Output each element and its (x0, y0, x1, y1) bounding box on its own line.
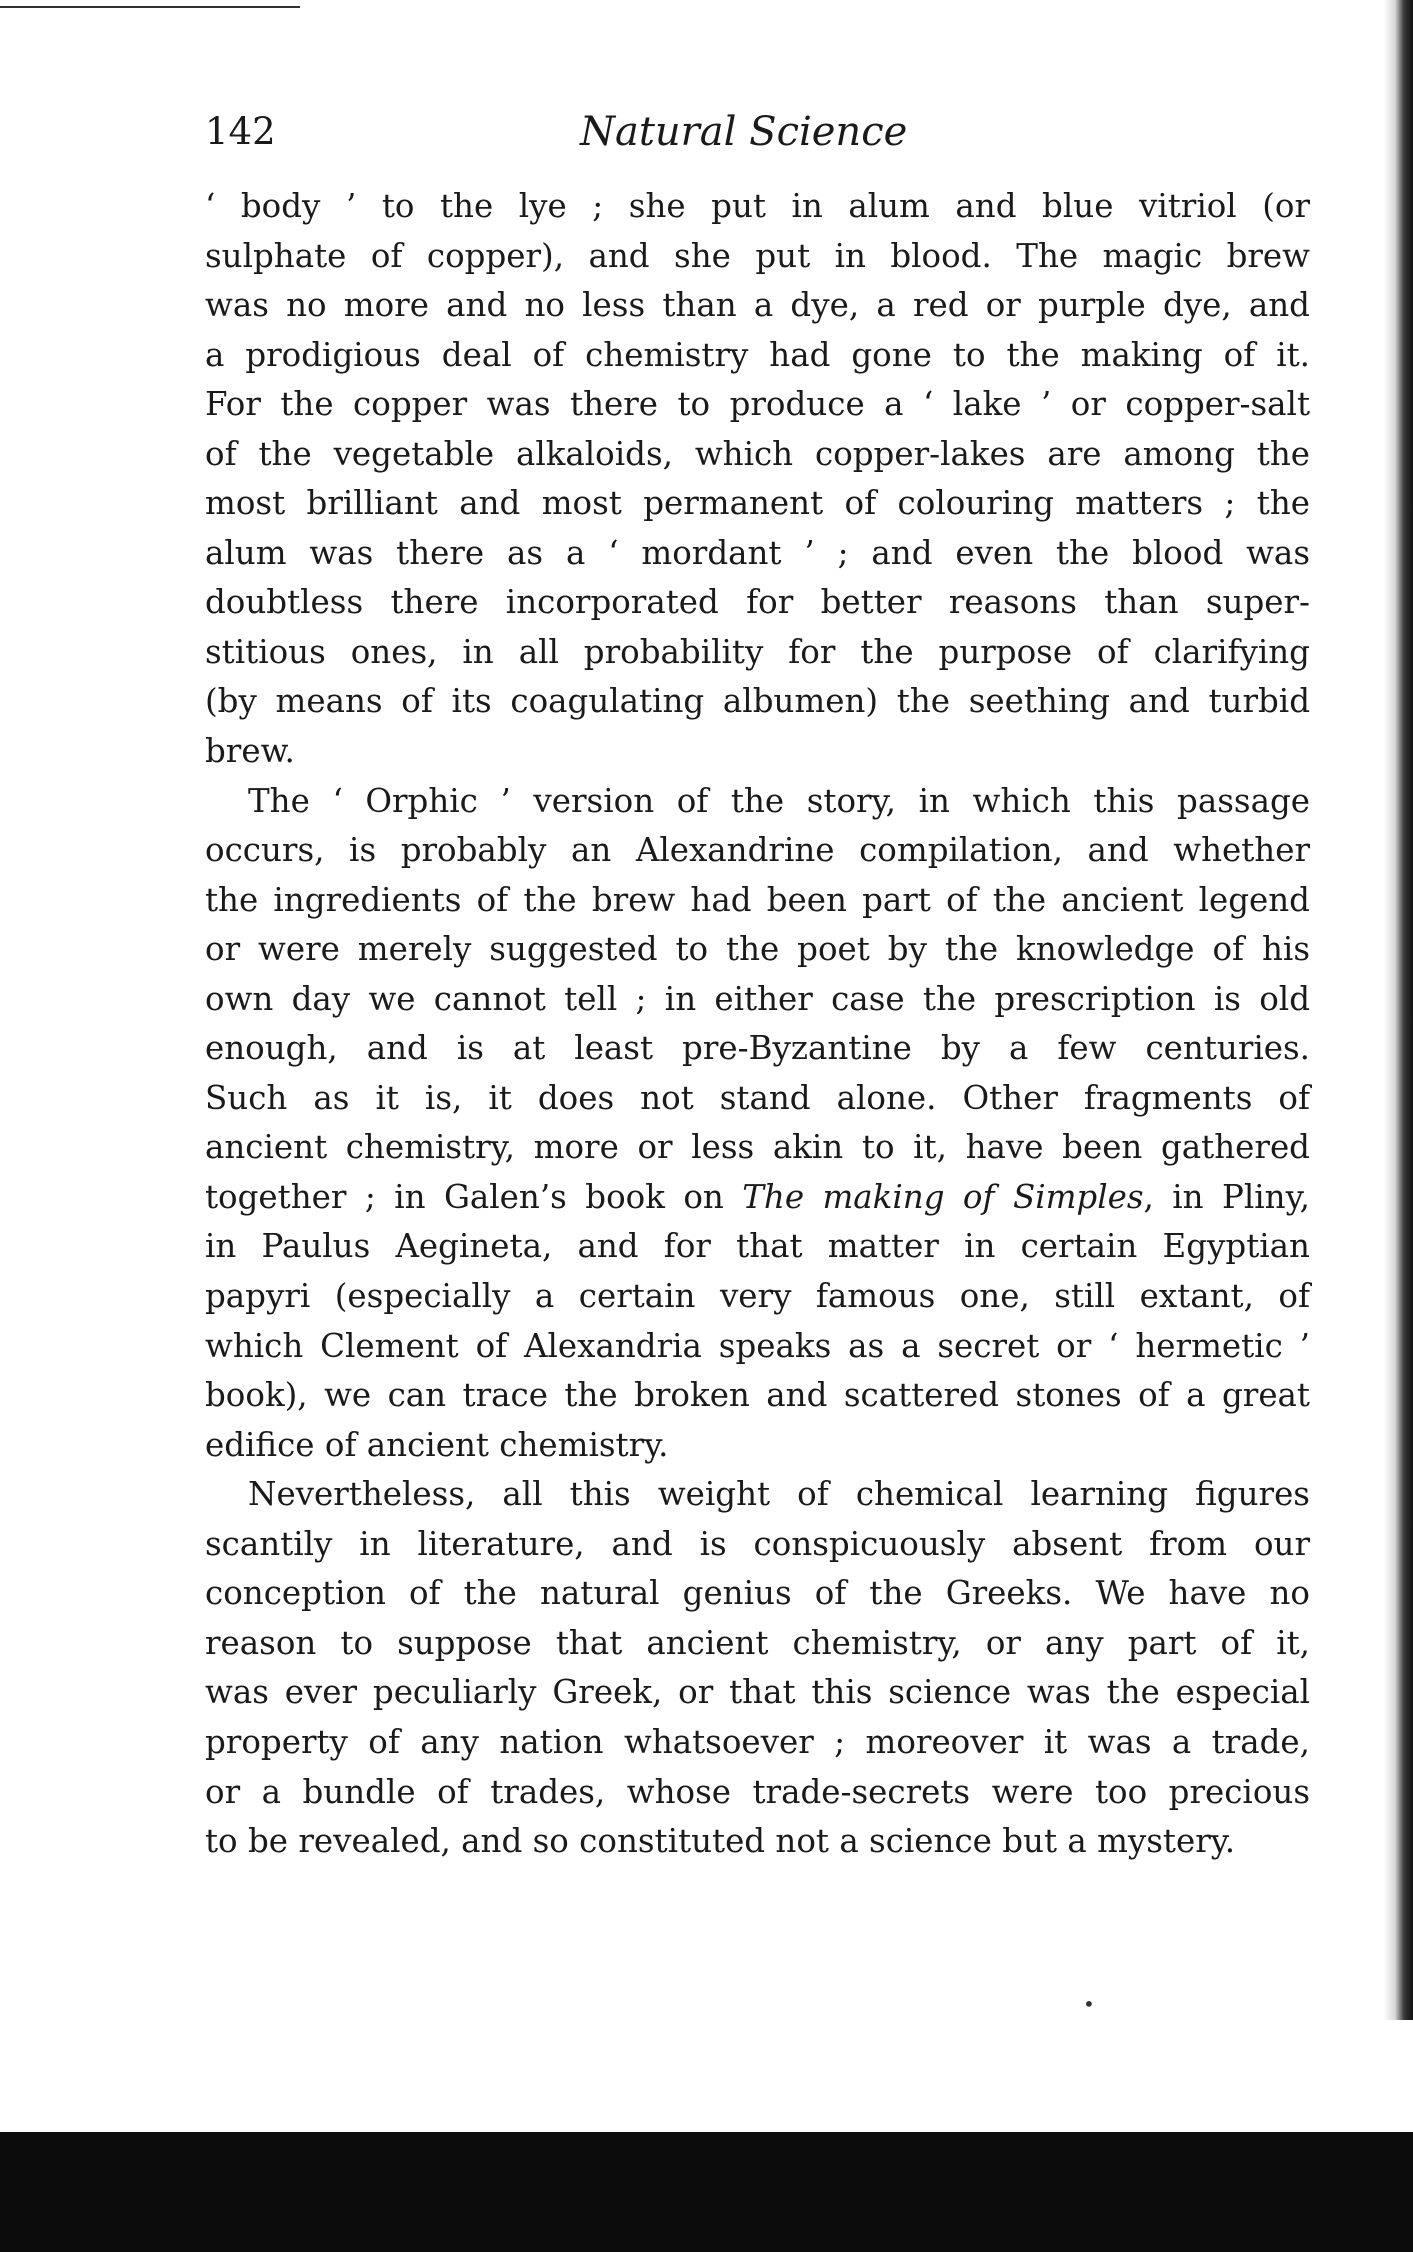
text-line: together ; in Galen’s book on The making of Simples, in Pliny, (205, 1177, 1310, 1216)
text-line: in Paulus Aegineta, and for that matter in certain Egyptian (205, 1227, 1310, 1266)
text-line: papyri (especially a certain very famous one, still extant, of (205, 1277, 1310, 1316)
text-line: a prodigious deal of chemistry had gone to the making of it. (205, 335, 1310, 374)
text-line: property of any nation whatsoever ; moreover it was a trade, (205, 1722, 1310, 1761)
text-line: scantily in literature, and is conspicuously absent from our (205, 1524, 1310, 1563)
text-line: brew. (205, 732, 295, 771)
page-edge-shadow (1383, 0, 1413, 2020)
text-line: (by means of its coagulating albumen) the seething and turbid (205, 682, 1310, 721)
text-line: was no more and no less than a dye, a red or purple dye, and (205, 286, 1310, 325)
text-line: ancient chemistry, more or less akin to it, have been gathered (205, 1128, 1310, 1167)
page-header (205, 100, 1310, 164)
text-line: conception of the natural genius of the Greeks. We have no (205, 1574, 1310, 1613)
text-line: which Clement of Alexandria speaks as a secret or ‘ hermetic ’ (205, 1326, 1310, 1365)
text-line: was ever peculiarly Greek, or that this science was the especial (205, 1673, 1310, 1712)
page-number: 142 (205, 110, 276, 153)
text-line: or a bundle of trades, whose trade-secrets were too precious (205, 1772, 1310, 1811)
text-line: edifice of ancient chemistry. (205, 1425, 669, 1464)
text-line: Such as it is, it does not stand alone. Other fragments of (205, 1078, 1310, 1117)
text-line: enough, and is at least pre-Byzantine by a few centuries. (205, 1029, 1310, 1068)
running-title: Natural Science (580, 109, 908, 155)
printer-mark: • (1083, 1992, 1095, 2016)
text-line: to be revealed, and so constituted not a science but a mystery. (205, 1822, 1236, 1861)
text-line: doubtless there incorporated for better reasons than super- (205, 583, 1310, 622)
text-line: alum was there as a ‘ mordant ’ ; and even the blood was (205, 533, 1310, 572)
body-text (205, 182, 1310, 1867)
text-line: Nevertheless, all this weight of chemical learning figures (248, 1475, 1310, 1514)
text-line: the ingredients of the brew had been part of the ancient legend (205, 880, 1310, 919)
text-line: reason to suppose that ancient chemistry, or any part of it, (205, 1623, 1310, 1662)
text-line: book), we can trace the broken and scattered stones of a great (205, 1376, 1310, 1415)
text-line: For the copper was there to produce a ‘ lake ’ or copper-salt (205, 385, 1310, 424)
text-line: sulphate of copper), and she put in blood. The magic brew (205, 236, 1310, 275)
text-line: stitious ones, in all probability for the purpose of clarifying (205, 632, 1310, 671)
book-title: The making of Simples (742, 1177, 1144, 1216)
text-line: most brilliant and most permanent of colouring matters ; the (205, 484, 1310, 523)
text-line: The ‘ Orphic ’ version of the story, in which this passage (248, 781, 1310, 820)
text-line: of the vegetable alkaloids, which copper-lakes are among the (205, 434, 1310, 473)
top-rule (0, 6, 300, 8)
text-line: or were merely suggested to the poet by the knowledge of his (205, 930, 1310, 969)
scan-bottom-band (0, 2132, 1413, 2252)
text-line: own day we cannot tell ; in either case the prescription is old (205, 979, 1310, 1018)
text-line: occurs, is probably an Alexandrine compilation, and whether (205, 831, 1310, 870)
text-line: ‘ body ’ to the lye ; she put in alum and blue vitriol (or (205, 187, 1310, 225)
